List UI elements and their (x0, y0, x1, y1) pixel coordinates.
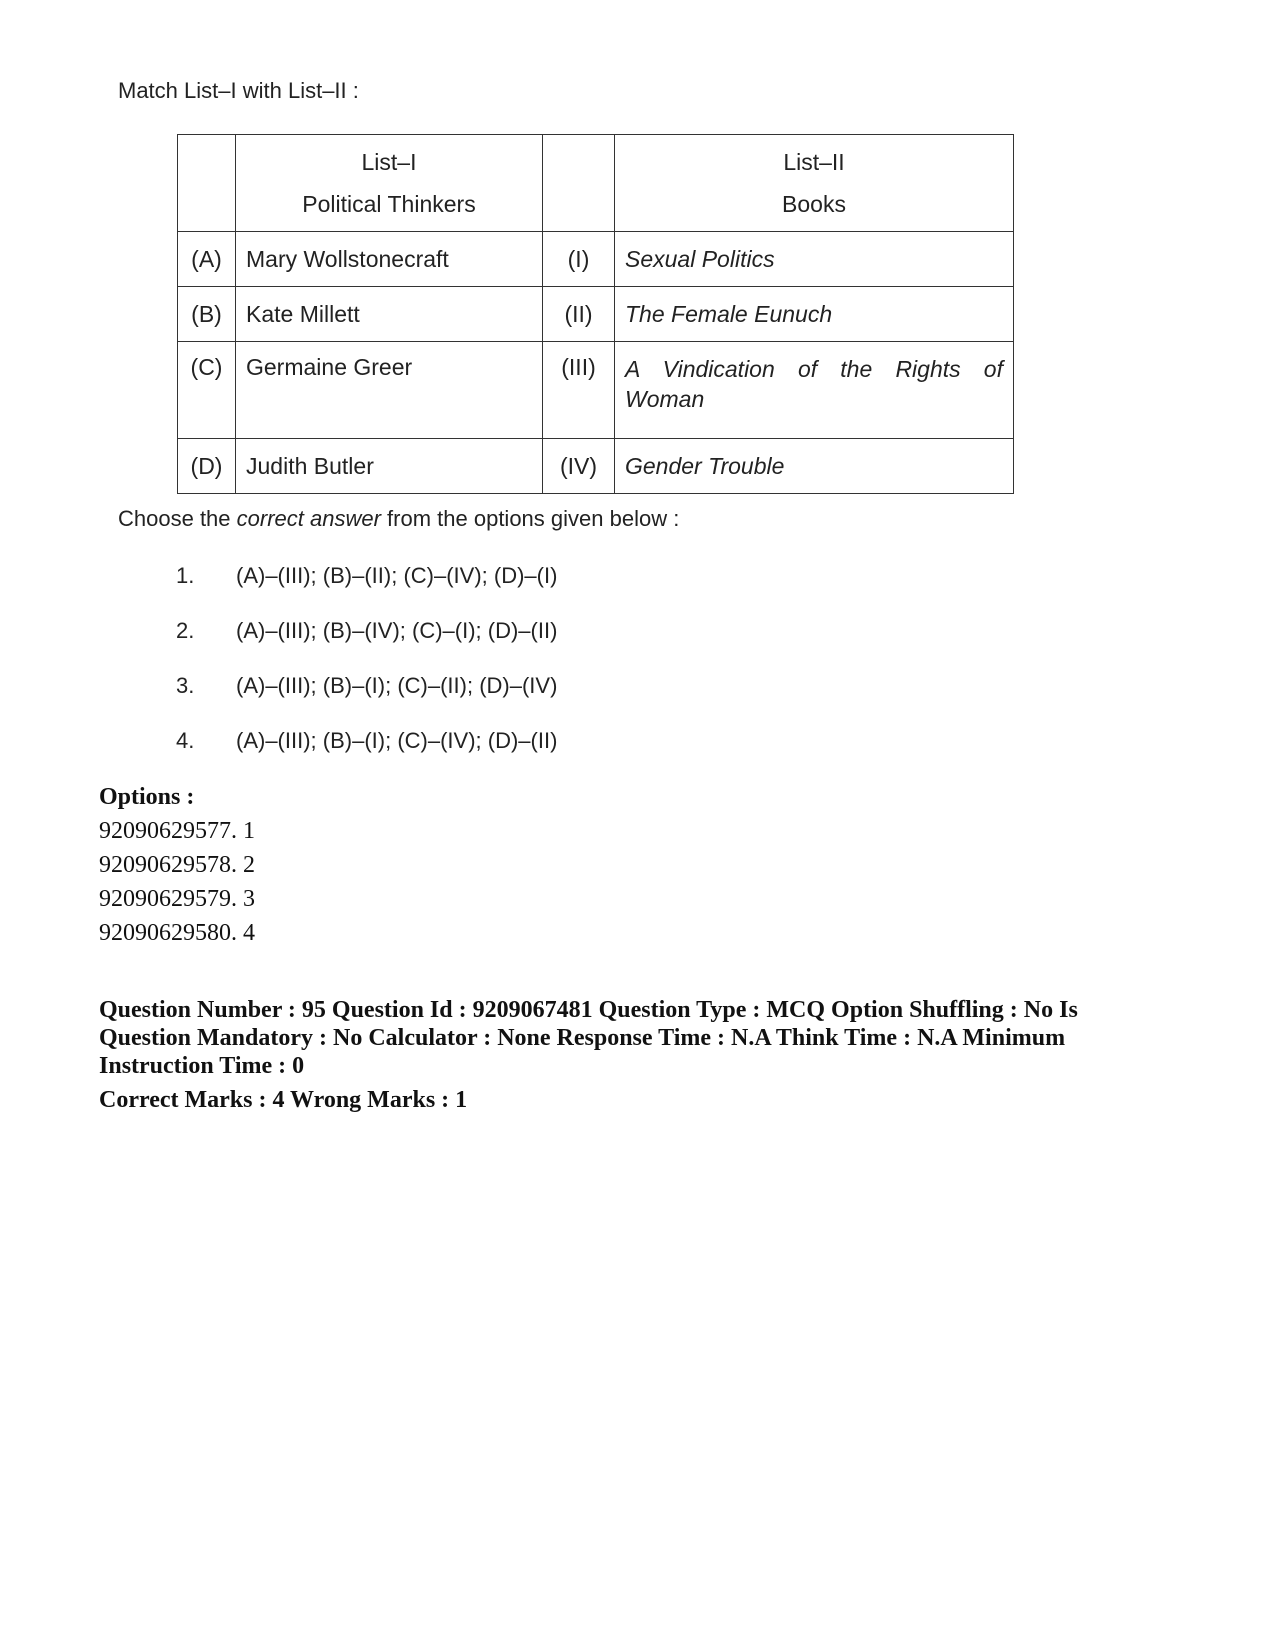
list-one-subtitle: Political Thinkers (302, 191, 476, 217)
thinker-name: Judith Butler (236, 439, 543, 494)
row-letter: (A) (178, 232, 236, 287)
list-two-title: List–II (783, 149, 845, 175)
row-roman: (IV) (543, 439, 615, 494)
answer-number: 4. (176, 728, 195, 753)
list-one-title: List–I (361, 149, 417, 175)
book-title: A Vindication of the Rights of Woman (615, 342, 1014, 439)
header-empty-cell (543, 135, 615, 232)
choose-text-post: from the options given below : (380, 506, 680, 531)
answer-list (176, 563, 557, 783)
match-table (177, 134, 1014, 494)
table-header-row (178, 135, 1014, 232)
answer-text: (A)–(III); (B)–(I); (C)–(IV); (D)–(II) (236, 728, 558, 753)
question-meta (99, 996, 1139, 1114)
answer-item (176, 563, 557, 618)
table-row (178, 342, 1014, 439)
option-item: 92090629579. 3 (99, 886, 255, 912)
answer-item (176, 618, 557, 673)
answer-item (176, 728, 557, 783)
choose-instruction (118, 506, 679, 532)
option-item: 92090629578. 2 (99, 852, 255, 878)
table-row (178, 232, 1014, 287)
options-heading: Options : (99, 784, 195, 810)
table-row (178, 287, 1014, 342)
thinker-name: Kate Millett (236, 287, 543, 342)
answer-text: (A)–(III); (B)–(II); (C)–(IV); (D)–(I) (236, 563, 558, 588)
thinker-name: Germaine Greer (236, 342, 543, 439)
answer-text: (A)–(III); (B)–(IV); (C)–(I); (D)–(II) (236, 618, 558, 643)
option-item: 92090629577. 1 (99, 818, 255, 844)
answer-item (176, 673, 557, 728)
list-two-header (615, 135, 1014, 232)
list-two-subtitle: Books (782, 191, 846, 217)
book-title: The Female Eunuch (615, 287, 1014, 342)
thinker-name: Mary Wollstonecraft (236, 232, 543, 287)
question-intro: Match List–I with List–II : (118, 78, 359, 103)
row-roman: (I) (543, 232, 615, 287)
answer-number: 1. (176, 563, 195, 588)
marks-line: Correct Marks : 4 Wrong Marks : 1 (99, 1087, 468, 1113)
answer-number: 2. (176, 618, 195, 643)
answer-number: 3. (176, 673, 195, 698)
row-roman: (II) (543, 287, 615, 342)
book-title: Sexual Politics (615, 232, 1014, 287)
row-letter: (B) (178, 287, 236, 342)
list-one-header (236, 135, 543, 232)
choose-text-emphasis: correct answer (236, 506, 381, 531)
row-letter: (C) (178, 342, 236, 439)
choose-text-pre: Choose the (118, 506, 237, 531)
row-letter: (D) (178, 439, 236, 494)
answer-text: (A)–(III); (B)–(I); (C)–(II); (D)–(IV) (236, 673, 558, 698)
row-roman: (III) (543, 342, 615, 439)
book-title: Gender Trouble (615, 439, 1014, 494)
option-item: 92090629580. 4 (99, 920, 255, 946)
question-meta-line: Question Number : 95 Question Id : 9209067481 Question Type : MCQ Option Shuffling : No Is Question Mandatory : No Calculator : None Response Time : N.A Think Time : N.A Minimum Instruction Time : 0 (99, 997, 1078, 1079)
options-block (99, 780, 255, 950)
header-empty-cell (178, 135, 236, 232)
table-row (178, 439, 1014, 494)
